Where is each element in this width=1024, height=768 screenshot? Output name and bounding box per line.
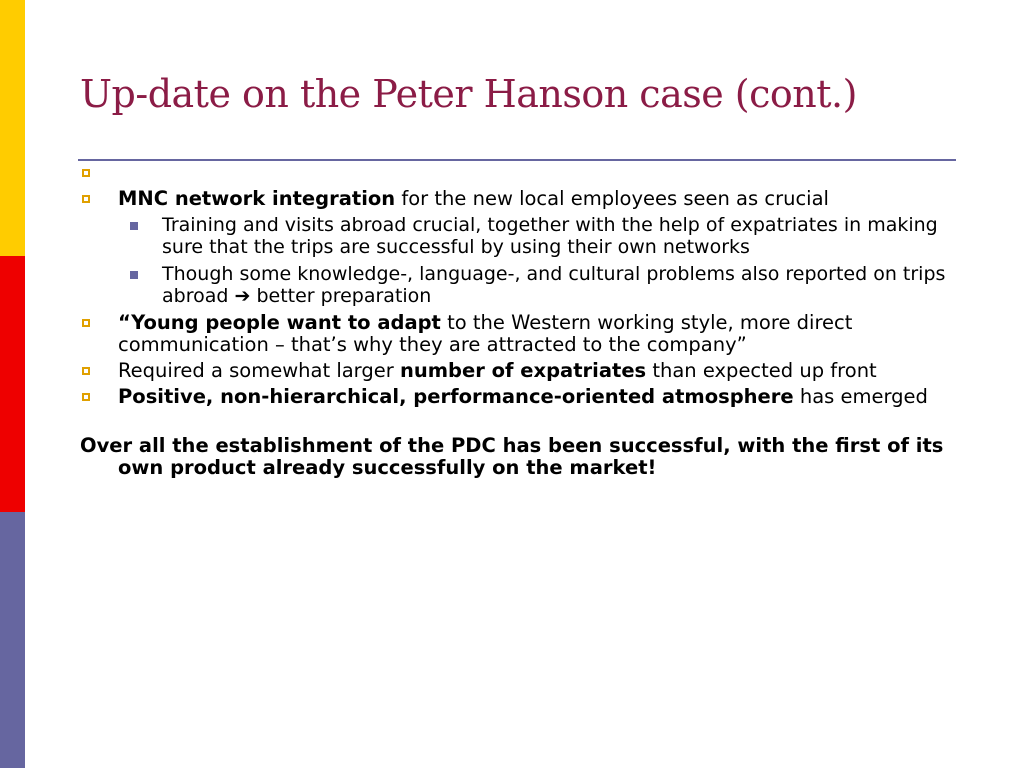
bullet-item-empty	[80, 162, 964, 184]
bullet-bold-text: MNC network integration	[118, 187, 396, 210]
bullet-item-young-people	[80, 312, 964, 356]
hollow-square-bullet-icon	[82, 367, 90, 375]
bullet-bold-text: “Young people want to adapt	[118, 311, 441, 334]
summary-statement: Over all the establishment of the PDC has been successful, with the first of its own product already successfully on the market!	[80, 434, 944, 479]
slide-body	[80, 162, 964, 479]
bullet-text: than expected up front	[646, 359, 877, 382]
accent-stripe-blue	[0, 512, 25, 768]
bullet-text: has emerged	[793, 385, 928, 408]
accent-stripe-yellow	[0, 0, 25, 256]
filled-square-bullet-icon	[130, 222, 138, 230]
bullet-pre-text: Required a somewhat larger	[118, 359, 400, 382]
hollow-square-bullet-icon	[82, 393, 90, 401]
bullet-item-mnc-integration	[80, 188, 964, 307]
sub-bullet-text: Though some knowledge-, language-, and cultural problems also reported on trips abroad	[162, 263, 946, 307]
slide-title: Up-date on the Peter Hanson case (cont.)	[80, 72, 857, 116]
sub-bullet-item-problems	[118, 263, 964, 307]
sub-bullet-item-training	[118, 214, 964, 258]
bullet-bold-text: number of expatriates	[399, 359, 647, 382]
right-arrow-icon: ➔	[234, 285, 251, 307]
bullet-list	[80, 162, 964, 408]
sub-bullet-list	[118, 214, 964, 307]
hollow-square-bullet-icon	[82, 169, 90, 177]
bullet-text: for the new local employees seen as crucial	[395, 187, 829, 210]
bullet-text: to the Western working style, more direct communication – that’s why they are attracted to the company”	[118, 311, 853, 356]
bullet-item-expatriates	[80, 360, 964, 382]
hollow-square-bullet-icon	[82, 319, 90, 327]
hollow-square-bullet-icon	[82, 195, 90, 203]
bullet-bold-text: Positive, non-hierarchical, performance-oriented atmosphere	[118, 385, 794, 408]
filled-square-bullet-icon	[130, 271, 138, 279]
sub-bullet-tail-text: better preparation	[256, 285, 432, 307]
accent-stripe-red	[0, 256, 25, 512]
title-divider	[78, 159, 956, 161]
sub-bullet-text: Training and visits abroad crucial, together with the help of expatriates in making sure that the trips are successful by using their own networks	[162, 214, 938, 258]
bullet-item-atmosphere	[80, 386, 964, 408]
